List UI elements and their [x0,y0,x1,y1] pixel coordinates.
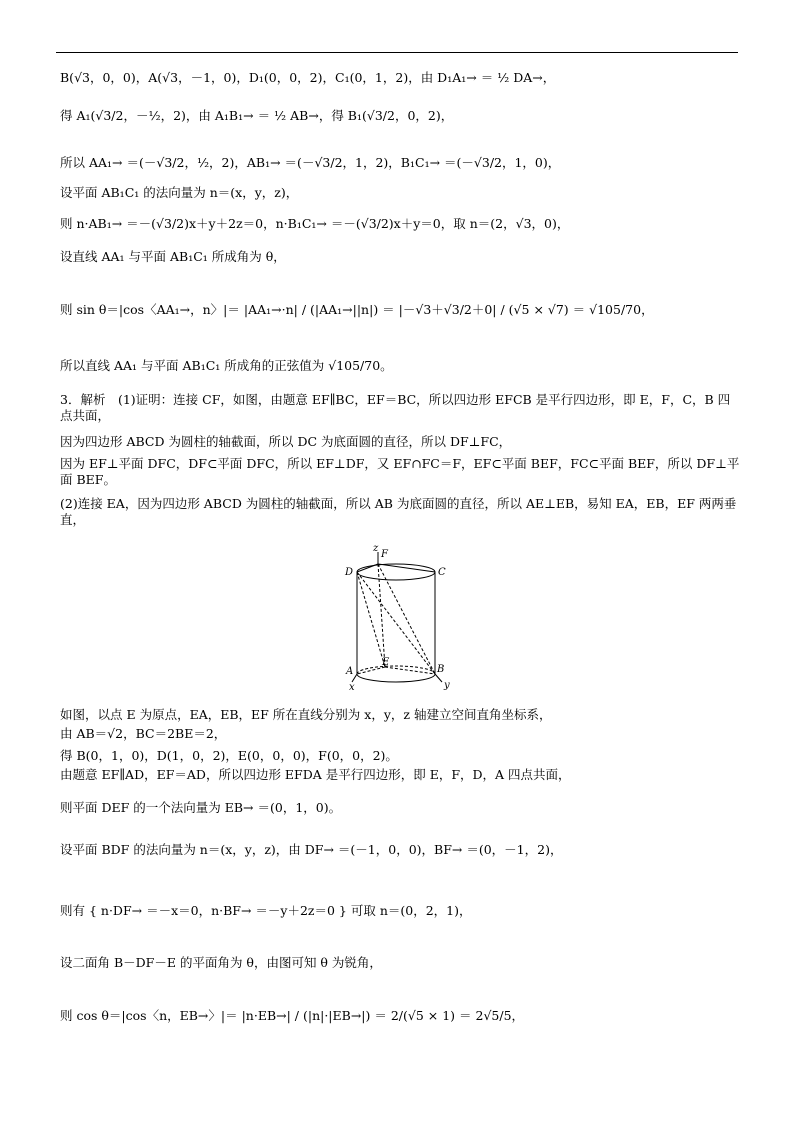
text-line-16: 由题意 EF∥AD，EF＝AD，所以四边形 EFDA 是平行四边形，即 E，F，D，A 四点共面， [60,767,571,782]
text-line-18: 设平面 BDF 的法向量为 n＝(x，y，z)，由 DF→ ＝(－1，0，0)，BF→ ＝(0，－1，2)， [60,842,563,857]
line-DE [357,572,385,667]
bottom-ellipse-front [357,674,435,682]
text-line-4: 设平面 AB₁C₁ 的法向量为 n＝(x，y，z)， [60,185,299,200]
y-axis [435,674,442,682]
label-z: z [373,543,379,554]
text-line-2: 得 A₁(√3/2，－½，2)，由 A₁B₁→ ＝ ½ AB→，得 B₁(√3/2，0，2)， [60,108,454,123]
label-B: B [437,664,445,675]
text-line-10: 因为四边形 ABCD 为圆柱的轴截面，所以 DC 为底面圆的直径，所以 DF⊥FC， [60,434,512,449]
label-A: A [346,666,354,677]
text-line-20: 设二面角 B－DF－E 的平面角为 θ，由图可知 θ 为锐角， [60,955,382,970]
label-C: C [438,567,446,578]
text-line-7: 则 sin θ＝|cos〈AA₁→，n〉|＝ |AA₁→·n| / (|AA₁→||n|) ＝ |－√3＋√3/2＋0| / (√5 × √7) ＝ √105/70， [60,302,654,317]
label-y: y [444,680,450,691]
line-DF [357,564,378,572]
text-line-13: 如图，以点 E 为原点，EA，EB，EF 所在直线分别为 x，y，z 轴建立空间直角坐标系， [60,707,552,722]
label-D: D [345,567,354,578]
text-line-12: (2)连接 EA，因为四边形 ABCD 为圆柱的轴截面，所以 AB 为底面圆的直径，所以 AE⊥EB，易知 EA，EB，EF 两两垂直， [60,496,737,527]
line-FC [378,564,435,572]
text-line-15: 得 B(0，1，0)，D(1，0，2)，E(0，0，0)，F(0，0，2)。 [60,748,398,763]
label-E: E [382,657,390,668]
cylinder-figure [340,542,465,692]
text-line-21: 则 cos θ＝|cos〈n，EB→〉|＝ |n·EB→| / (|n|·|EB→|) ＝ 2/(√5 × 1) ＝ 2√5/5， [60,1008,525,1023]
text-line-1: B(√3，0，0)，A(√3，－1，0)，D₁(0，0，2)，C₁(0，1，2)，由 D₁A₁→ ＝ ½ DA→， [60,70,556,85]
text-line-8: 所以直线 AA₁ 与平面 AB₁C₁ 所成角的正弦值为 √105/70。 [60,358,393,373]
text-line-14: 由 AB＝√2，BC＝2BE＝2， [60,726,227,741]
text-line-19: 则有 { n·DF→ ＝－x＝0，n·BF→ ＝－y＋2z＝0 } 可取 n＝(0，2，1)， [60,903,472,918]
line-DB [357,572,435,674]
text-line-6: 设直线 AA₁ 与平面 AB₁C₁ 所成角为 θ， [60,249,286,264]
line-EB [385,667,435,674]
header-rule [56,52,738,53]
text-line-17: 则平面 DEF 的一个法向量为 EB→ ＝(0，1，0)。 [60,800,342,815]
label-F: F [381,549,388,560]
text-line-5: 则 n·AB₁→ ＝－(√3/2)x＋y＋2z＝0，n·B₁C₁→ ＝－(√3/2)x＋y＝0，取 n＝(2，√3，0)， [60,216,570,231]
label-x: x [349,682,355,692]
bottom-ellipse-back [357,666,435,674]
text-line-9: 3．解析 (1)证明：连接 CF，如图，由题意 EF∥BC，EF＝BC，所以四边形 EFCB 是平行四边形，即 E，F，C，B 四点共面， [60,392,731,423]
text-line-3: 所以 AA₁→ ＝(－√3/2，½，2)，AB₁→ ＝(－√3/2，1，2)，B₁C₁→ ＝(－√3/2，1，0)， [60,155,561,170]
text-line-11: 因为 EF⊥平面 DFC，DF⊂平面 DFC，所以 EF⊥DF，又 EF∩FC＝F，EF⊂平面 BEF，FC⊂平面 BEF，所以 DF⊥平面 BEF。 [60,456,740,487]
